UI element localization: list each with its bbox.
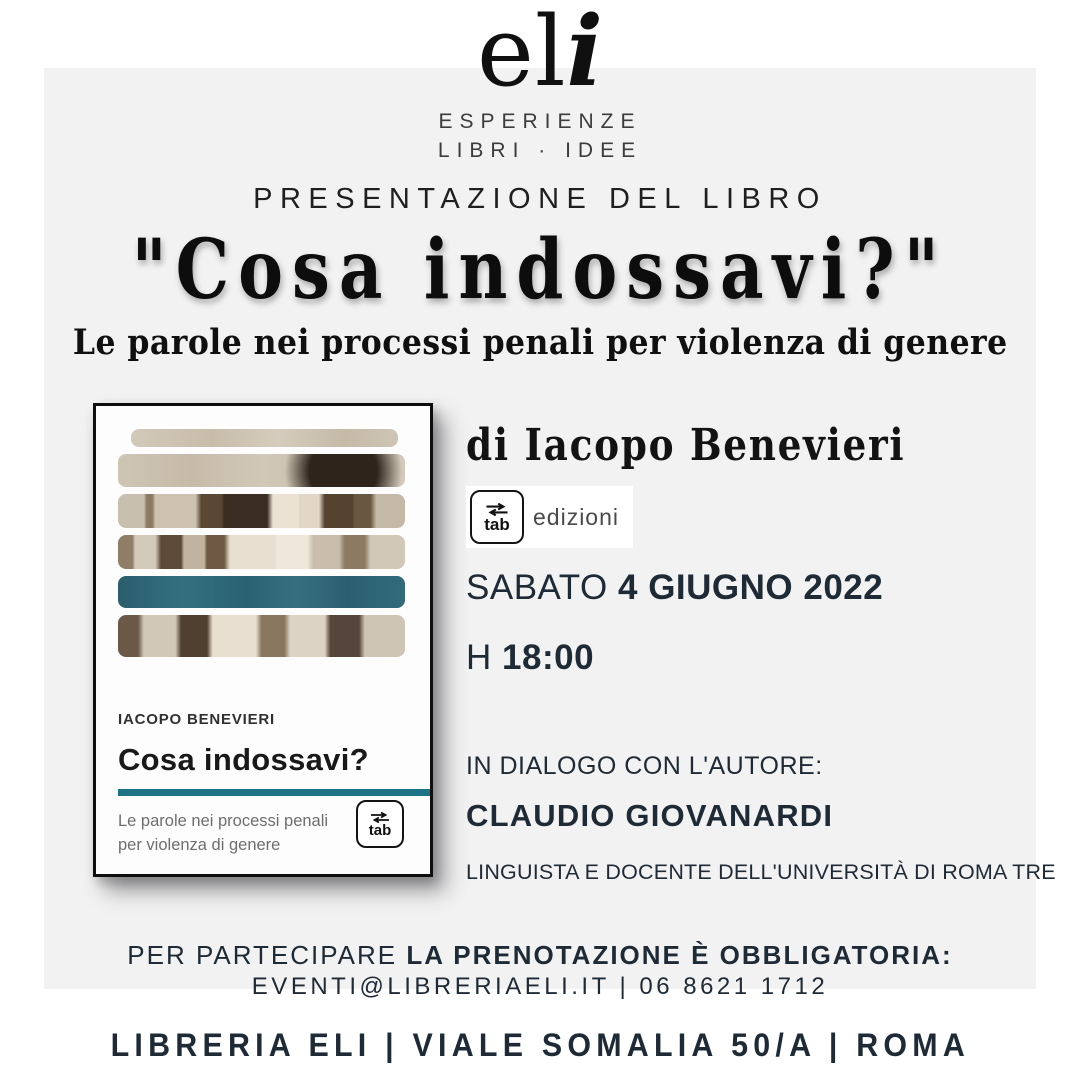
- cover-artwork: [118, 429, 405, 657]
- tab-logo-label: tab: [368, 822, 392, 839]
- logo-tagline: [0, 108, 1080, 166]
- cover-art-strip: [118, 535, 405, 569]
- tab-publisher-icon: [356, 800, 404, 848]
- event-author-line: di Iacopo Benevieri: [466, 420, 906, 471]
- tagline-line-1: ESPERIENZE: [438, 110, 642, 133]
- booking-contact: EVENTI@LIBRERIAELI.IT | 06 8621 1712: [251, 973, 829, 1000]
- dialog-label: IN DIALOGO CON L'AUTORE:: [466, 752, 823, 780]
- publisher-logo: [466, 486, 633, 548]
- booking-notice: [0, 940, 1080, 971]
- bookstore-logo: [0, 0, 1080, 166]
- event-date: [466, 568, 883, 608]
- tab-logo-label: tab: [484, 515, 510, 534]
- event-day: SABATO: [466, 568, 608, 607]
- booking-required: LA PRENOTAZIONE È OBBLIGATORIA:: [406, 940, 953, 970]
- cover-art-strip-teal: [118, 576, 405, 608]
- logo-part-el: el: [477, 0, 567, 108]
- book-cover: [93, 403, 433, 877]
- logo-wordmark: [0, 0, 1080, 108]
- event-kicker: PRESENTAZIONE DEL LIBRO: [253, 183, 827, 215]
- cover-teal-rule: [118, 789, 430, 796]
- logo-part-i: i: [566, 0, 603, 108]
- publisher-suffix: edizioni: [533, 503, 619, 530]
- cover-author-name: IACOPO BENEVIERI: [118, 711, 275, 728]
- cover-subtitle: Le parole nei processi penali per violenza di genere: [118, 812, 329, 854]
- cover-art-strip: [131, 429, 398, 447]
- guest-name: CLAUDIO GIOVANARDI: [466, 798, 834, 833]
- bookstore-address: LIBRERIA ELI | VIALE SOMALIA 50/A | ROMA: [110, 1027, 970, 1063]
- cover-art-strip: [118, 454, 405, 487]
- event-hour-prefix: H: [466, 638, 492, 677]
- guest-role: LINGUISTA E DOCENTE DELL'UNIVERSITÀ DI ROMA TRE: [466, 860, 1056, 884]
- tab-publisher-icon: [470, 490, 524, 544]
- event-time: [466, 638, 594, 678]
- event-hour: 18:00: [502, 638, 595, 677]
- booking-prefix: PER PARTECIPARE: [127, 940, 398, 970]
- tagline-line-2: LIBRI · IDEE: [437, 138, 643, 162]
- cover-art-strip: [118, 615, 405, 657]
- cover-title: Cosa indossavi?: [118, 742, 369, 777]
- book-subtitle-heading: Le parole nei processi penali per violenza di genere: [72, 322, 1008, 363]
- event-date-bold: 4 GIUGNO 2022: [618, 568, 884, 607]
- book-title-heading: "Cosa indossavi?": [131, 222, 949, 318]
- cover-art-strip: [118, 494, 405, 528]
